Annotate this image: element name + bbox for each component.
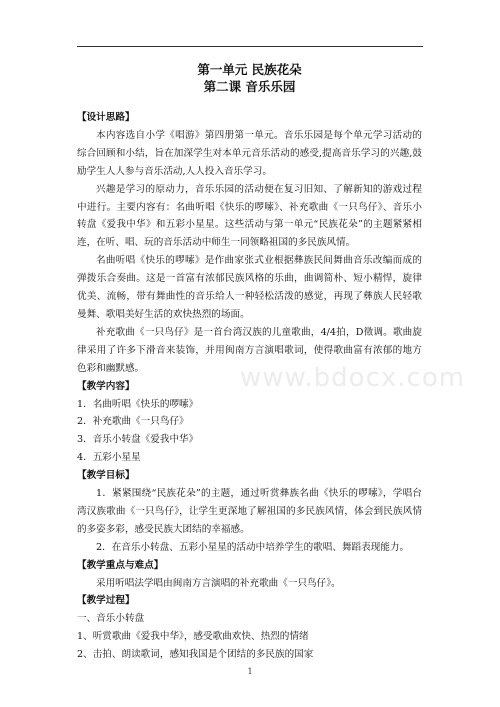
design-paragraph: 本内容选自小学《唱游》第四册第一单元。音乐乐园是每个单元学习活动的综合回顾和小结，旨在加深学生对本单元音乐活动的感受,提高音乐学习的兴趣,鼓励学生人人参与音乐活动,人人投入音乐学习。 [77, 129, 422, 177]
keypoints-paragraph: 采用听唱法学唱由闽南方言演唱的补充歌曲《一只鸟仔》。 [96, 577, 341, 589]
design-paragraph: 兴趣是学习的原动力，音乐乐园的活动便在复习旧知、了解新知的游戏过程中进行。主要内容有：名曲听唱《快乐的啰嗦》、补充歌曲《一只鸟仔》、音乐小转盘《爱我中华》和五彩小星星。这些活动与第一单元“民族花朵”的主题紧紧相连，在听、唱、玩的音乐活动中师生一同领略祖国的多民族风情。 [77, 183, 422, 249]
lesson-title: 第二课 音乐乐园 [203, 79, 296, 94]
section-heading-keypoints: 【教学重点与难点】 [77, 559, 164, 571]
page-number: 1 [247, 667, 253, 676]
process-item: 一、音乐小转盘 [77, 613, 145, 625]
content-item: 3．音乐小转盘《爱我中华》 [77, 434, 199, 446]
design-paragraph: 补充歌曲《一只鸟仔》是一首台湾汉族的儿童歌曲，4/4拍，D徵调。歌曲旋律采用了许多下滑音来装饰，并用闽南方言演唱歌词，使得歌曲富有浓郁的地方色彩和幽默感。 [77, 326, 422, 374]
section-heading-content: 【教学内容】 [77, 380, 135, 392]
section-heading-process: 【教学过程】 [77, 595, 135, 607]
content-item: 1．名曲听唱《快乐的啰嗦》 [77, 398, 199, 410]
design-paragraph: 名曲听唱《快乐的啰嗦》是作曲家张式业根据彝族民间舞曲音乐改编而成的弹拨乐合奏曲。这是一首富有浓郁民族风格的乐曲，曲调简朴、短小精悍，旋律优美、流畅，带有舞曲性的音乐给人一种轻松活泼的感觉，再现了彝族人民轻歌曼舞、歌唱美好生活的欢快热烈的场面。 [77, 255, 422, 320]
process-item: 2、击拍、朗读歌词，感知我国是个团结的多民族的国家 [77, 649, 314, 661]
process-item: 1、听赏歌曲《爱我中华》，感受歌曲欢快、热烈的情绪 [77, 631, 309, 643]
unit-title: 第一单元 民族花朵 [197, 62, 302, 77]
goal-paragraph: 1．紧紧围绕“民族花朵”的主题，通过听赏彝族名曲《快乐的啰嗦》，学唱台湾汉族歌曲《一只鸟仔》，让学生更深地了解祖国的多民族风情，体会到民族风情的多姿多彩，感受民族大团结的幸福感。 [77, 488, 422, 535]
goal-paragraph: 2．在音乐小转盘、五彩小星星的活动中培养学生的歌唱、舞蹈表现能力。 [96, 541, 410, 553]
content-item: 2．补充歌曲《一只鸟仔》 [77, 416, 189, 428]
section-heading-goals: 【教学目标】 [77, 470, 135, 482]
header-rule [77, 46, 423, 47]
document-body [77, 56, 422, 664]
watermark: www.bdocx.com [240, 363, 466, 393]
section-heading-design: 【设计思路】 [77, 112, 135, 123]
content-item: 4．五彩小星星 [77, 452, 141, 464]
